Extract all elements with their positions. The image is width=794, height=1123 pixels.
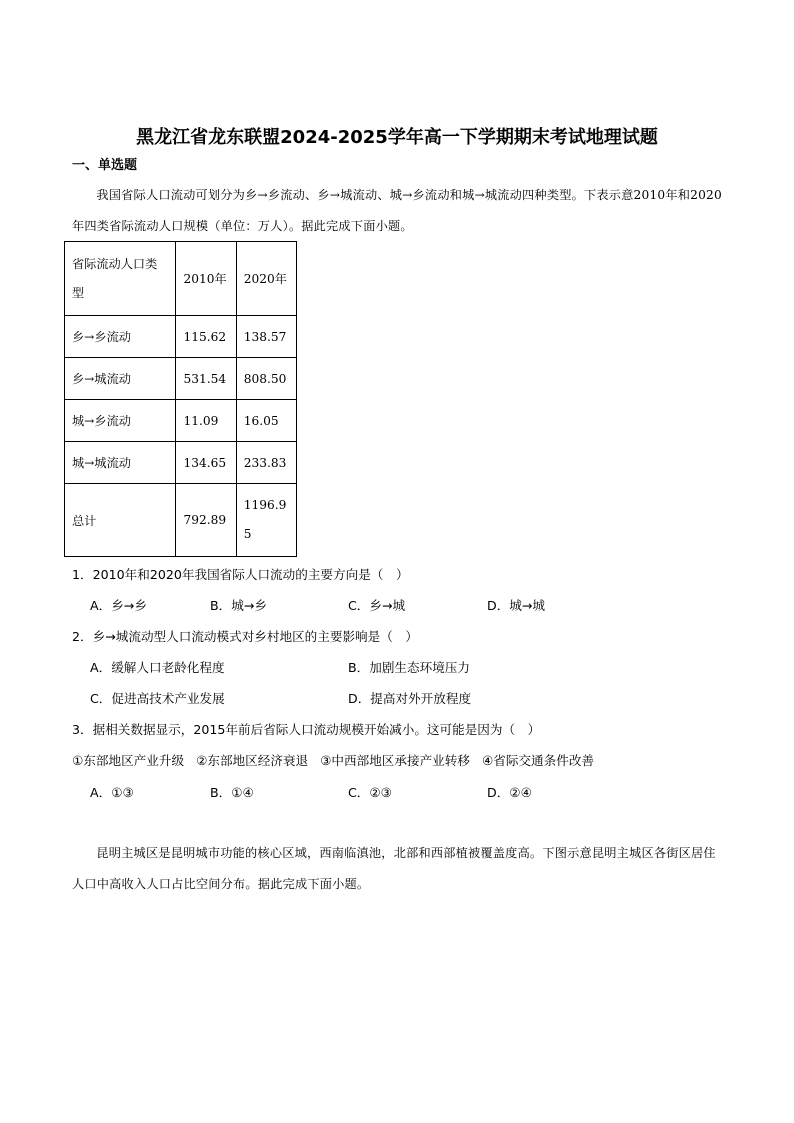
table-header-cell: 2020年 bbox=[236, 242, 296, 316]
q2-option-d[interactable]: D．提高对外开放程度 bbox=[348, 691, 472, 706]
table-row bbox=[65, 442, 297, 484]
q2-option-b[interactable]: B．加剧生态环境压力 bbox=[348, 660, 470, 675]
q2-option-c[interactable]: C．促进高技术产业发展 bbox=[90, 691, 225, 706]
table-cell: 乡→城流动 bbox=[65, 358, 176, 400]
q3-option-b[interactable]: B．①④ bbox=[210, 785, 254, 800]
table-cell: 138.57 bbox=[236, 316, 296, 358]
table-header-cell: 省际流动人口类型 bbox=[65, 242, 176, 316]
table-cell: 134.65 bbox=[176, 442, 236, 484]
intro-paragraph-2: 昆明主城区是昆明城市功能的核心区域，西南临滇池，北部和西部植被覆盖度高。下图示意昆明主城区各街区居住人口中高收入人口占比空间分布。据此完成下面小题。 bbox=[72, 846, 716, 891]
table-row bbox=[65, 484, 297, 557]
table-header-row bbox=[65, 242, 297, 316]
q3-statement-4: ④省际交通条件改善 bbox=[481, 753, 595, 768]
table-cell: 16.05 bbox=[236, 400, 296, 442]
exam-title: 黑龙江省龙东联盟2024-2025学年高一下学期期末考试地理试题 bbox=[136, 127, 658, 148]
question-3-stem: 3．据相关数据显示，2015年前后省际人口流动规模开始减小。这可能是因为（ ） bbox=[72, 722, 541, 737]
q3-statements bbox=[72, 751, 602, 771]
table-header-cell: 2010年 bbox=[176, 242, 236, 316]
table-row bbox=[65, 400, 297, 442]
q3-option-d[interactable]: D．②④ bbox=[487, 785, 532, 800]
table-cell: 城→乡流动 bbox=[65, 400, 176, 442]
migration-table bbox=[64, 241, 297, 557]
q2-option-a[interactable]: A．缓解人口老龄化程度 bbox=[90, 660, 225, 675]
table-cell: 总计 bbox=[65, 484, 176, 557]
q3-statement-1: ①东部地区产业升级 bbox=[72, 753, 185, 768]
table-row bbox=[65, 358, 297, 400]
table-cell: 792.89 bbox=[176, 484, 236, 557]
table-cell: 808.50 bbox=[236, 358, 296, 400]
table-cell: 11.09 bbox=[176, 400, 236, 442]
q1-option-a[interactable]: A．乡→乡 bbox=[90, 598, 147, 613]
q3-option-a[interactable]: A．①③ bbox=[90, 785, 134, 800]
question-2-stem: 2．乡→城流动型人口流动模式对乡村地区的主要影响是（ ） bbox=[72, 629, 419, 644]
question-1-stem: 1．2010年和2020年我国省际人口流动的主要方向是（ ） bbox=[72, 567, 409, 582]
q3-statement-3: ③中西部地区承接产业转移 bbox=[320, 753, 470, 768]
table-row bbox=[65, 316, 297, 358]
table-cell: 乡→乡流动 bbox=[65, 316, 176, 358]
q3-option-c[interactable]: C．②③ bbox=[348, 785, 392, 800]
table-cell: 233.83 bbox=[236, 442, 296, 484]
q1-option-d[interactable]: D．城→城 bbox=[487, 598, 546, 613]
table-cell: 城→城流动 bbox=[65, 442, 176, 484]
q1-option-b[interactable]: B．城→乡 bbox=[210, 598, 267, 613]
q3-statement-2: ②东部地区经济衰退 bbox=[196, 753, 309, 768]
section-heading: 一、单选题 bbox=[72, 158, 138, 173]
intro-paragraph-1: 我国省际人口流动可划分为乡→乡流动、乡→城流动、城→乡流动和城→城流动四种类型。下表示意2010年和2020年四类省际流动人口规模（单位：万人）。据此完成下面小题。 bbox=[72, 188, 722, 233]
table-cell: 1196.95 bbox=[236, 484, 296, 557]
q1-option-c[interactable]: C．乡→城 bbox=[348, 598, 406, 613]
table-cell: 531.54 bbox=[176, 358, 236, 400]
table-cell: 115.62 bbox=[176, 316, 236, 358]
